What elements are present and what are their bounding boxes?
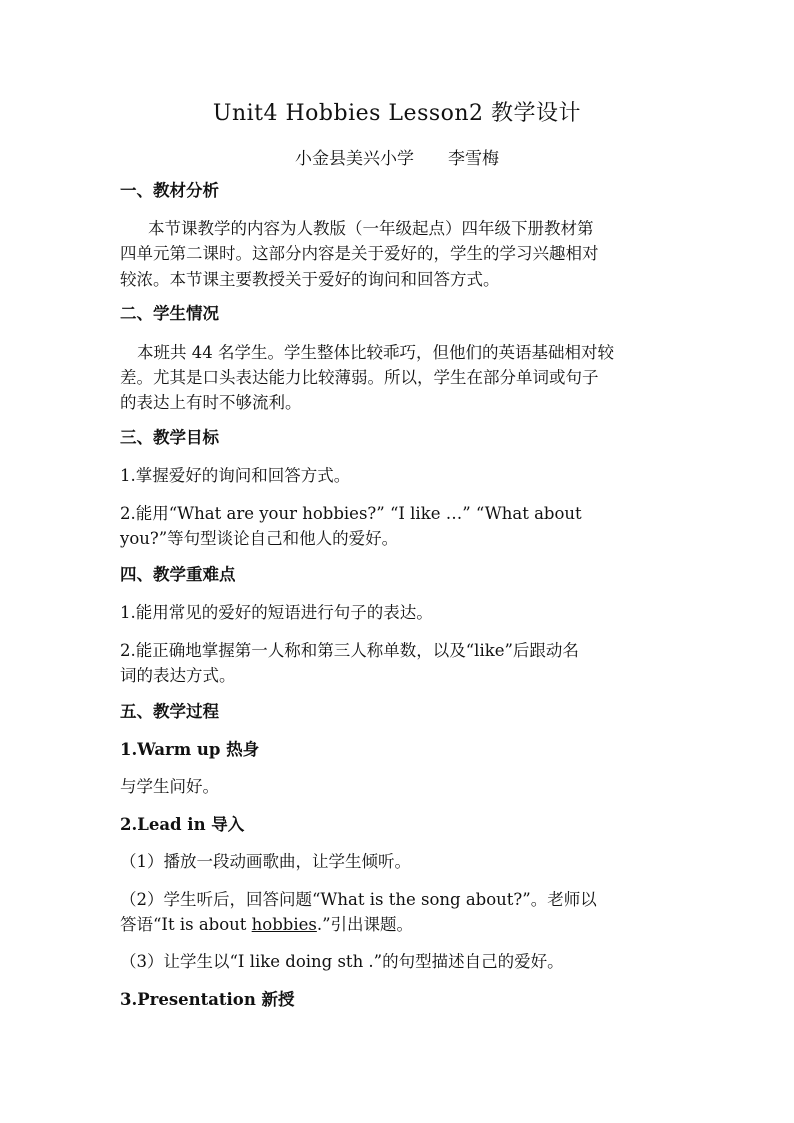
key-point-item-2-cont: 词的表达方式。 <box>120 666 236 685</box>
document-title: Unit4 Hobbies Lesson2 教学设计 <box>212 101 582 126</box>
section-heading-key-points: 四、教学重难点 <box>120 565 236 584</box>
objective-item-2: 2.能用“What are your hobbies?” “I like …” “What about <box>120 504 582 523</box>
paragraph-line: 本班共 44 名学生。学生整体比较乖巧，但他们的英语基础相对较 <box>137 343 614 362</box>
lead-in-answer-prefix: 答语“It is about <box>120 915 252 934</box>
step-warm-up-title: 1.Warm up 热身 <box>120 740 260 759</box>
author-name: 李雪梅 <box>448 149 499 169</box>
underlined-word-hobbies: hobbies <box>251 915 317 934</box>
section-heading-students: 二、学生情况 <box>120 304 219 323</box>
lead-in-item-2: （2）学生听后，回答问题“What is the song about?”。老师以 <box>120 890 597 909</box>
objective-item-1: 1.掌握爱好的询问和回答方式。 <box>120 466 351 485</box>
paragraph-line: 较浓。本节课主要教授关于爱好的询问和回答方式。 <box>120 270 500 289</box>
section-heading-process: 五、教学过程 <box>120 702 219 721</box>
author-school: 小金县美兴小学 <box>295 149 414 169</box>
lead-in-item-3: （3）让学生以“I like doing sth .”的句型描述自己的爱好。 <box>120 952 564 971</box>
lead-in-item-2-cont <box>120 915 680 935</box>
paragraph-line: 本节课教学的内容为人教版（一年级起点）四年级下册教材第 <box>148 219 594 238</box>
step-lead-in-title: 2.Lead in 导入 <box>120 815 245 834</box>
key-point-item-2: 2.能正确地掌握第一人称和第三人称单数，以及“like”后跟动名 <box>120 641 579 660</box>
section-heading-textbook-analysis: 一、教材分析 <box>120 181 219 200</box>
author-line <box>0 144 794 169</box>
lead-in-answer-suffix: .”引出课题。 <box>316 915 414 934</box>
paragraph-line: 差。尤其是口头表达能力比较薄弱。所以，学生在部分单词或句子 <box>120 368 599 387</box>
key-point-item-1: 1.能用常见的爱好的短语进行句子的表达。 <box>120 603 433 622</box>
section-heading-objectives: 三、教学目标 <box>120 428 219 447</box>
paragraph-line: 的表达上有时不够流利。 <box>120 393 302 412</box>
objective-item-2-cont: you?”等句型谈论自己和他人的爱好。 <box>120 529 399 548</box>
lead-in-item-1: （1）播放一段动画歌曲，让学生倾听。 <box>120 852 411 871</box>
step-presentation-title: 3.Presentation 新授 <box>120 990 295 1009</box>
step-warm-up-text: 与学生问好。 <box>120 777 219 796</box>
paragraph-line: 四单元第二课时。这部分内容是关于爱好的，学生的学习兴趣相对 <box>120 244 599 263</box>
